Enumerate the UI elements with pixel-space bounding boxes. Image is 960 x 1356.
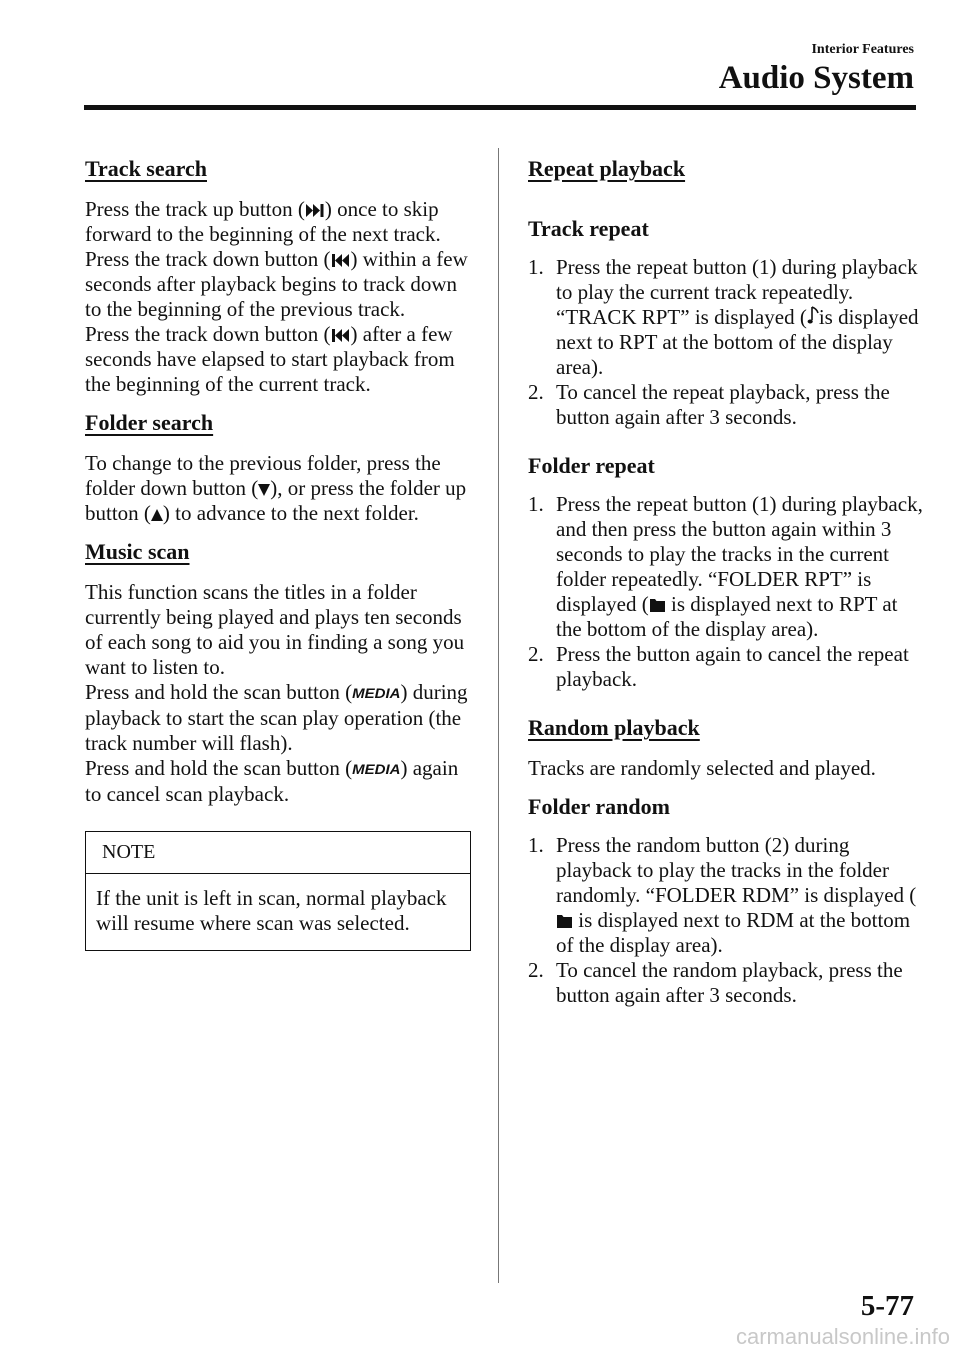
- text-run: ) during playback to start the scan play operation (the track number will flash).: [85, 680, 468, 755]
- text-run: is displayed next to RPT at the bottom of the display area).: [556, 305, 919, 379]
- text-run: Press and hold the scan button (: [85, 680, 353, 704]
- text-run: Press the track up button (: [85, 197, 305, 221]
- text-run: Press the repeat button (1) during playback to play the current track repeatedly. “TRACK RPT” is displayed (: [556, 255, 918, 329]
- text-run: Press and hold the scan button (: [85, 756, 353, 780]
- list-item: [528, 833, 923, 958]
- repeat-playback-heading: Repeat playback: [528, 156, 686, 181]
- step-number: 1.: [528, 833, 544, 857]
- left-column: [85, 155, 475, 951]
- page-number: 5-77: [860, 1290, 914, 1322]
- step-number: 2.: [528, 958, 544, 982]
- list-item: [528, 958, 923, 1008]
- track-repeat-heading: Track repeat: [528, 216, 649, 241]
- step-text: [556, 833, 923, 958]
- track-search-heading: Track search: [85, 156, 207, 181]
- chapter-title: Audio System: [718, 60, 914, 96]
- list-item: [528, 255, 923, 380]
- random-playback-intro: Tracks are randomly selected and played.: [528, 756, 876, 780]
- list-item: [528, 642, 923, 692]
- header-rule: [84, 105, 916, 110]
- list-item: [528, 380, 923, 430]
- list-item: [528, 492, 923, 642]
- step-text: Press the button again to cancel the repeat playback.: [556, 642, 909, 691]
- right-column: [528, 155, 923, 1008]
- step-number: 2.: [528, 380, 544, 404]
- text-run: Press the track down button (: [85, 322, 331, 346]
- step-text: [556, 255, 923, 380]
- folder-icon: [556, 912, 573, 929]
- track-down-icon: [331, 328, 351, 343]
- text-run: ) to advance to the next folder.: [162, 501, 419, 525]
- track-down-icon: [331, 253, 351, 268]
- step-number: 1.: [528, 492, 544, 516]
- note-body: If the unit is left in scan, normal playback will resume where scan was selected.: [96, 886, 447, 935]
- step-text: To cancel the random playback, press the button again after 3 seconds.: [556, 958, 903, 1007]
- music-scan-heading: Music scan: [85, 539, 190, 564]
- folder-down-icon: [258, 483, 270, 497]
- column-divider: [498, 148, 499, 1283]
- note-title: NOTE: [86, 832, 470, 874]
- text-run: ) once to skip forward to the beginning of the next track. Press the track down button (: [85, 197, 441, 271]
- text-run: ) after a few seconds have elapsed to start playback from the beginning of the current track.: [85, 322, 455, 396]
- folder-repeat-steps: [528, 492, 923, 692]
- track-up-icon: [305, 203, 325, 218]
- note-box: [85, 831, 471, 951]
- text-run: ) again to cancel scan playback.: [85, 756, 459, 806]
- step-text: To cancel the repeat playback, press the button again after 3 seconds.: [556, 380, 890, 429]
- folder-search-paragraph: [85, 451, 475, 526]
- text-run: is displayed next to RDM at the bottom of the display area).: [556, 908, 911, 957]
- track-repeat-steps: [528, 255, 923, 430]
- text-run: Press the random button (2) during playback to play the tracks in the folder randomly. “FOLDER RDM” is displayed (: [556, 833, 917, 907]
- section-label: Interior Features: [811, 42, 914, 57]
- step-number: 2.: [528, 642, 544, 666]
- music-note-icon: [807, 306, 819, 326]
- media-button-icon: MEDIA: [352, 761, 401, 778]
- folder-up-icon: [151, 508, 163, 522]
- text-run: To change to the previous folder, press the folder down button (: [85, 451, 441, 500]
- folder-search-heading: Folder search: [85, 410, 214, 435]
- media-button-icon: MEDIA: [352, 685, 401, 702]
- folder-icon: [649, 596, 666, 613]
- text-run: This function scans the titles in a folder currently being played and plays ten seconds of each song to aid you in finding a song you want to listen to.: [85, 580, 465, 679]
- text-run: is displayed next to RPT at the bottom of the display area).: [556, 592, 898, 641]
- random-playback-heading: Random playback: [528, 715, 700, 740]
- watermark: carmanualsonline.info: [735, 1324, 950, 1349]
- folder-random-heading: Folder random: [528, 794, 670, 819]
- folder-repeat-heading: Folder repeat: [528, 453, 655, 478]
- text-run: ) within a few seconds after playback begins to track down to the beginning of the previous track.: [85, 247, 468, 321]
- track-search-paragraph: [85, 197, 475, 397]
- step-text: [556, 492, 923, 642]
- music-scan-paragraph: [85, 580, 475, 807]
- text-run: Press the repeat button (1) during playback, and then press the button again within 3 seconds to play the tracks in the current folder repeatedly. “FOLDER RPT” is displayed (: [556, 492, 923, 616]
- step-number: 1.: [528, 255, 544, 279]
- folder-random-steps: [528, 833, 923, 1008]
- text-run: ), or press the folder up button (: [85, 476, 467, 525]
